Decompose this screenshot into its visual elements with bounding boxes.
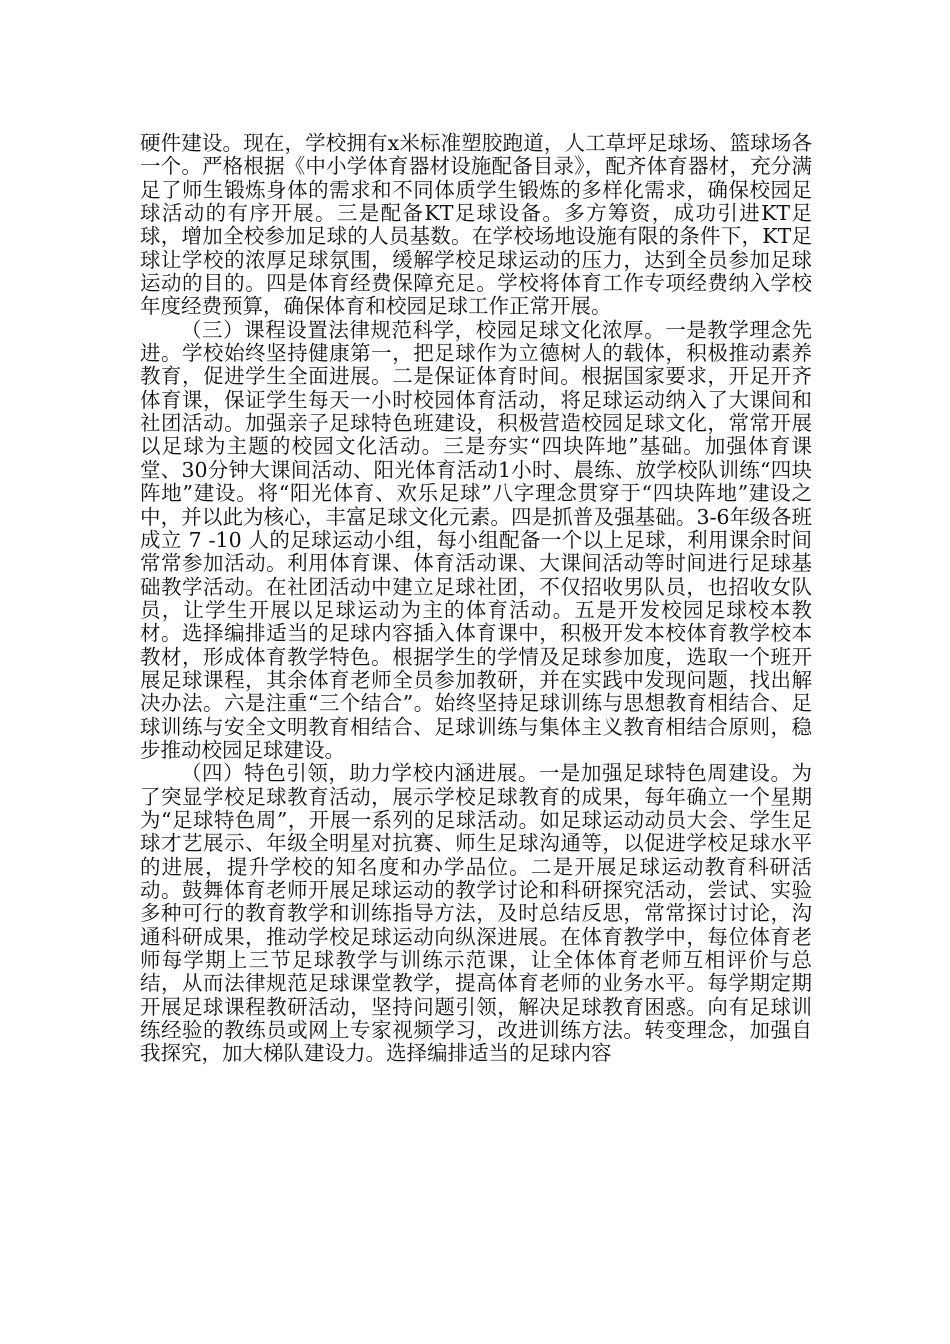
paragraph-features: （四）特色引领，助力学校内涵进展。一是加强足球特色周建设。为了突显学校足球教育活动，展示学校足球教育的成果，每年确立一个星期为“足球特色周”，开展一系列的足球活动。如足球运动动员大会、学生足球才艺展示、年级全明星对抗赛、师生足球沟通等，以促进学校足球水平的进展，提升学校的知名度和办学品位。二是开展足球运动教育科研活动。鼓舞体育老师开展足球运动的教学讨论和科研探究活动，尝试、实验多种可行的教育教学和训练指导方法，及时总结反思，常常探讨讨论，沟通科研成果，推动学校足球运动向纵深进展。在体育教学中，每位体育老师每学期上三节足球教学与训练示范课，让全体体育老师互相评价与总结，从而法律规范足球课堂教学，提高体育老师的业务水平。每学期定期开展足球课程教研活动，坚持问题引领，解决足球教育困惑。向有足球训练经验的教练员或网上专家视频学习，改进训练方法。转变理念，加强自我探究，加大梯队建设力。选择编排适当的足球内容 [140, 761, 812, 1066]
paragraph-hardware: 硬件建设。现在，学校拥有x米标准塑胶跑道，人工草坪足球场、篮球场各一个。严格根据《中小学体育器材设施配备目录》，配齐体育器材，充分满足了师生锻炼身体的需求和不同体质学生锻炼的多样化需求，确保校园足球活动的有序开展。三是配备KT足球设备。多方筹资，成功引进KT足球，增加全校参加足球的人员基数。在学校场地设施有限的条件下，KT足球让学校的浓厚足球氛围，缓解学校足球运动的压力，达到全员参加足球运动的目的。四是体育经费保障充足。学校将体育工作专项经费纳入学校年度经费预算，确保体育和校园足球工作正常开展。 [140, 131, 812, 319]
paragraph-curriculum: （三）课程设置法律规范科学，校园足球文化浓厚。一是教学理念先进。学校始终坚持健康第一，把足球作为立德树人的载体，积极推动素养教育，促进学生全面进展。二是保证体育时间。根据国家要求，开足开齐体育课，保证学生每天一小时校园体育活动，将足球运动纳入了大课间和社团活动。加强亲子足球特色班建设，积极营造校园足球文化，常常开展以足球为主题的校园文化活动。三是夯实“四块阵地”基础。加强体育课堂、30分钟大课间活动、阳光体育活动1小时、晨练、放学校队训练“四块阵地”建设。将“阳光体育、欢乐足球”八字理念贯穿于“四块阵地”建设之中，并以此为核心，丰富足球文化元素。四是抓普及强基础。3-6年级各班成立 7 -10 人的足球运动小组，每小组配备一个以上足球，利用课余时间常常参加活动。利用体育课、体育活动课、大课间活动等时间进行足球基础教学活动。在社团活动中建立足球社团，不仅招收男队员，也招收女队员，让学生开展以足球运动为主的体育活动。五是开发校园足球校本教材。选择编排适当的足球内容插入体育课中，积极开发本校体育教学校本教材，形成体育教学特色。根据学生的学情及足球参加度，选取一个班开展足球课程，其余体育老师全员参加教研，并在实践中发现问题，找出解决办法。六是注重“三个结合”。始终坚持足球训练与思想教育相结合、足球训练与安全文明教育相结合、足球训练与集体主义教育相结合原则，稳步推动校园足球建设。 [140, 317, 812, 762]
document-body [140, 132, 812, 1066]
